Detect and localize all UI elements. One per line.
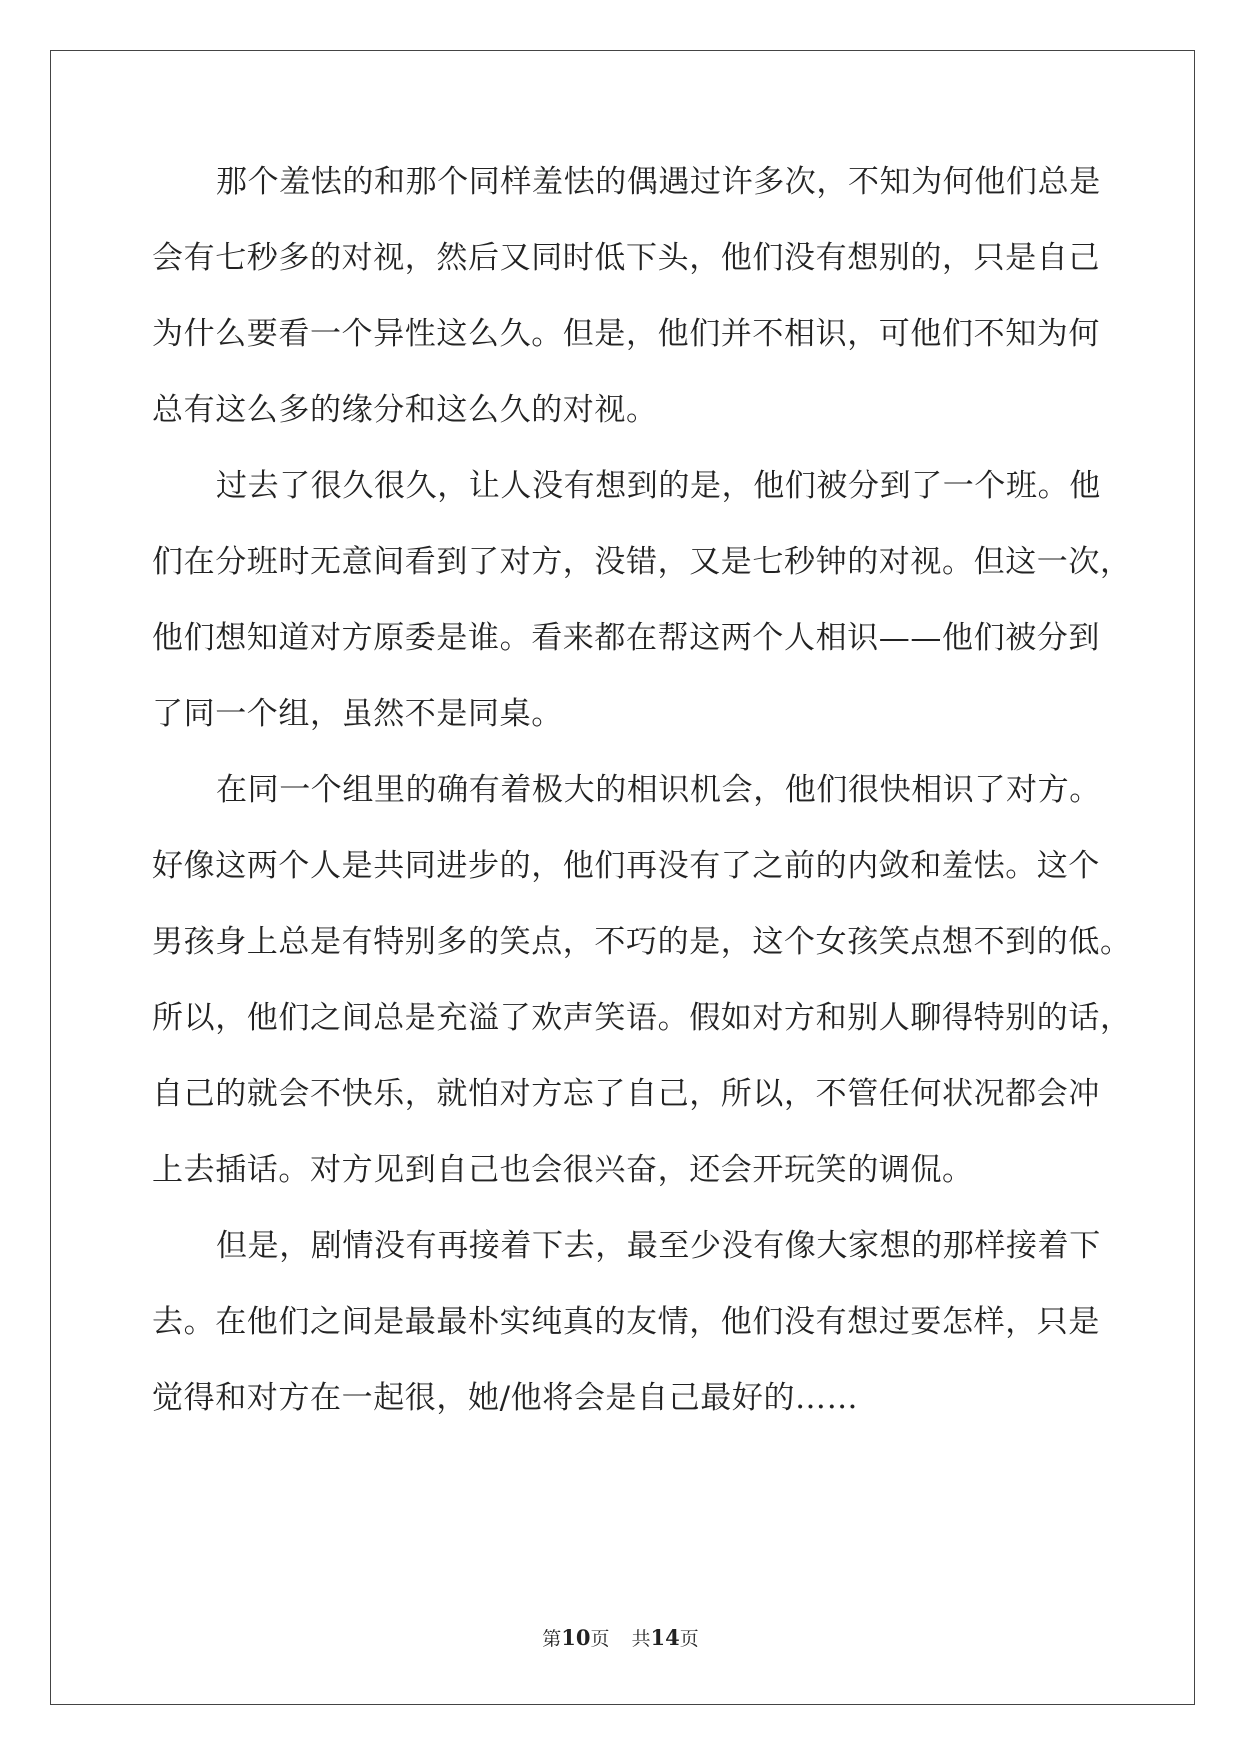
- paragraph-line: 自己的就会不快乐，就怕对方忘了自己，所以，不管任何状况都会冲: [152, 1076, 1100, 1112]
- paragraph-line: 过去了很久很久，让人没有想到的是，他们被分到了一个班。他: [216, 468, 1101, 504]
- footer-page-suffix: 页: [590, 1628, 610, 1650]
- paragraph-line: 男孩身上总是有特别多的笑点，不巧的是，这个女孩笑点想不到的低。: [152, 924, 1132, 960]
- paragraph-line: 好像这两个人是共同进步的，他们再没有了之前的内敛和羞怯。这个: [152, 848, 1100, 884]
- paragraph-line: 去。在他们之间是最最朴实纯真的友情，他们没有想过要怎样，只是: [152, 1304, 1100, 1340]
- paragraph-line: 在同一个组里的确有着极大的相识机会，他们很快相识了对方。: [216, 772, 1101, 808]
- paragraph-line: 但是，剧情没有再接着下去，最至少没有像大家想的那样接着下: [216, 1228, 1101, 1264]
- paragraph-line: 上去插话。对方见到自己也会很兴奋，还会开玩笑的调侃。: [152, 1152, 974, 1188]
- total-pages: 14: [650, 1625, 680, 1650]
- footer-prefix: 第: [542, 1628, 562, 1650]
- page-number: 10: [561, 1625, 591, 1650]
- paragraph-line: 总有这么多的缘分和这么久的对视。: [152, 392, 658, 428]
- paragraph-line: 那个羞怯的和那个同样羞怯的偶遇过许多次，不知为何他们总是: [216, 164, 1101, 200]
- footer-total-suffix: 页: [679, 1628, 699, 1650]
- paragraph-line: 会有七秒多的对视，然后又同时低下头，他们没有想别的，只是自己: [152, 240, 1100, 276]
- paragraph-line: 们在分班时无意间看到了对方，没错，又是七秒钟的对视。但这一次，: [152, 544, 1132, 580]
- footer-total-prefix: 共: [631, 1628, 651, 1650]
- page-footer: [0, 1624, 1241, 1651]
- paragraph-line: 所以，他们之间总是充溢了欢声笑语。假如对方和别人聊得特别的话，: [152, 1000, 1132, 1036]
- paragraph-line: 为什么要看一个异性这么久。但是，他们并不相识，可他们不知为何: [152, 316, 1100, 352]
- document-body: [152, 162, 1132, 1454]
- paragraph-line: 他们想知道对方原委是谁。看来都在帮这两个人相识——他们被分到: [152, 620, 1100, 656]
- paragraph-line: 觉得和对方在一起很，她/他将会是自己最好的……: [152, 1380, 859, 1416]
- paragraph-line: 了同一个组，虽然不是同桌。: [152, 696, 563, 732]
